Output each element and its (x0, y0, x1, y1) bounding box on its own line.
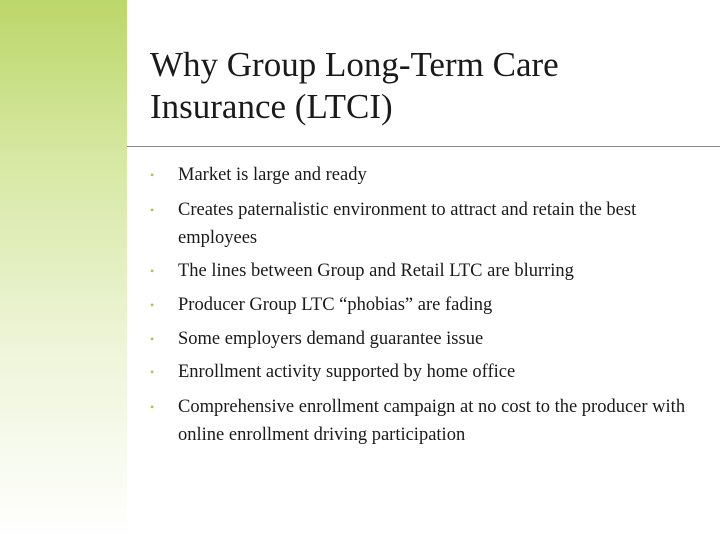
bullet-text: Market is large and ready (178, 165, 367, 185)
bullet-text: Comprehensive enrollment campaign at no cost to the producer with online enrollment driving participation (178, 397, 686, 445)
bullet-text: Enrollment activity supported by home office (178, 362, 516, 382)
bullet-icon: • (150, 264, 155, 278)
bullet-item (140, 291, 700, 319)
bullet-item (140, 161, 700, 189)
bullet-item (140, 196, 700, 252)
bullet-item (140, 325, 700, 353)
bullet-icon: • (150, 298, 155, 312)
bullet-item (140, 393, 700, 449)
bullet-text: Some employers demand guarantee issue (178, 329, 484, 349)
decorative-side-band (0, 0, 127, 540)
bullet-icon: • (150, 203, 155, 217)
bullet-text: The lines between Group and Retail LTC are blurring (178, 261, 574, 281)
bullet-icon: • (150, 365, 155, 379)
bullet-icon: • (150, 400, 155, 414)
bullet-text: Creates paternalistic environment to attract and retain the best employees (178, 200, 637, 248)
slide-title: Why Group Long-Term Care Insurance (LTCI) (150, 45, 559, 126)
bullet-icon: • (150, 332, 155, 346)
bullet-item (140, 257, 700, 285)
bullet-icon: • (150, 168, 155, 182)
title-divider (127, 146, 720, 147)
bullet-text: Producer Group LTC “phobias” are fading (178, 295, 493, 315)
bullet-item (140, 358, 700, 386)
